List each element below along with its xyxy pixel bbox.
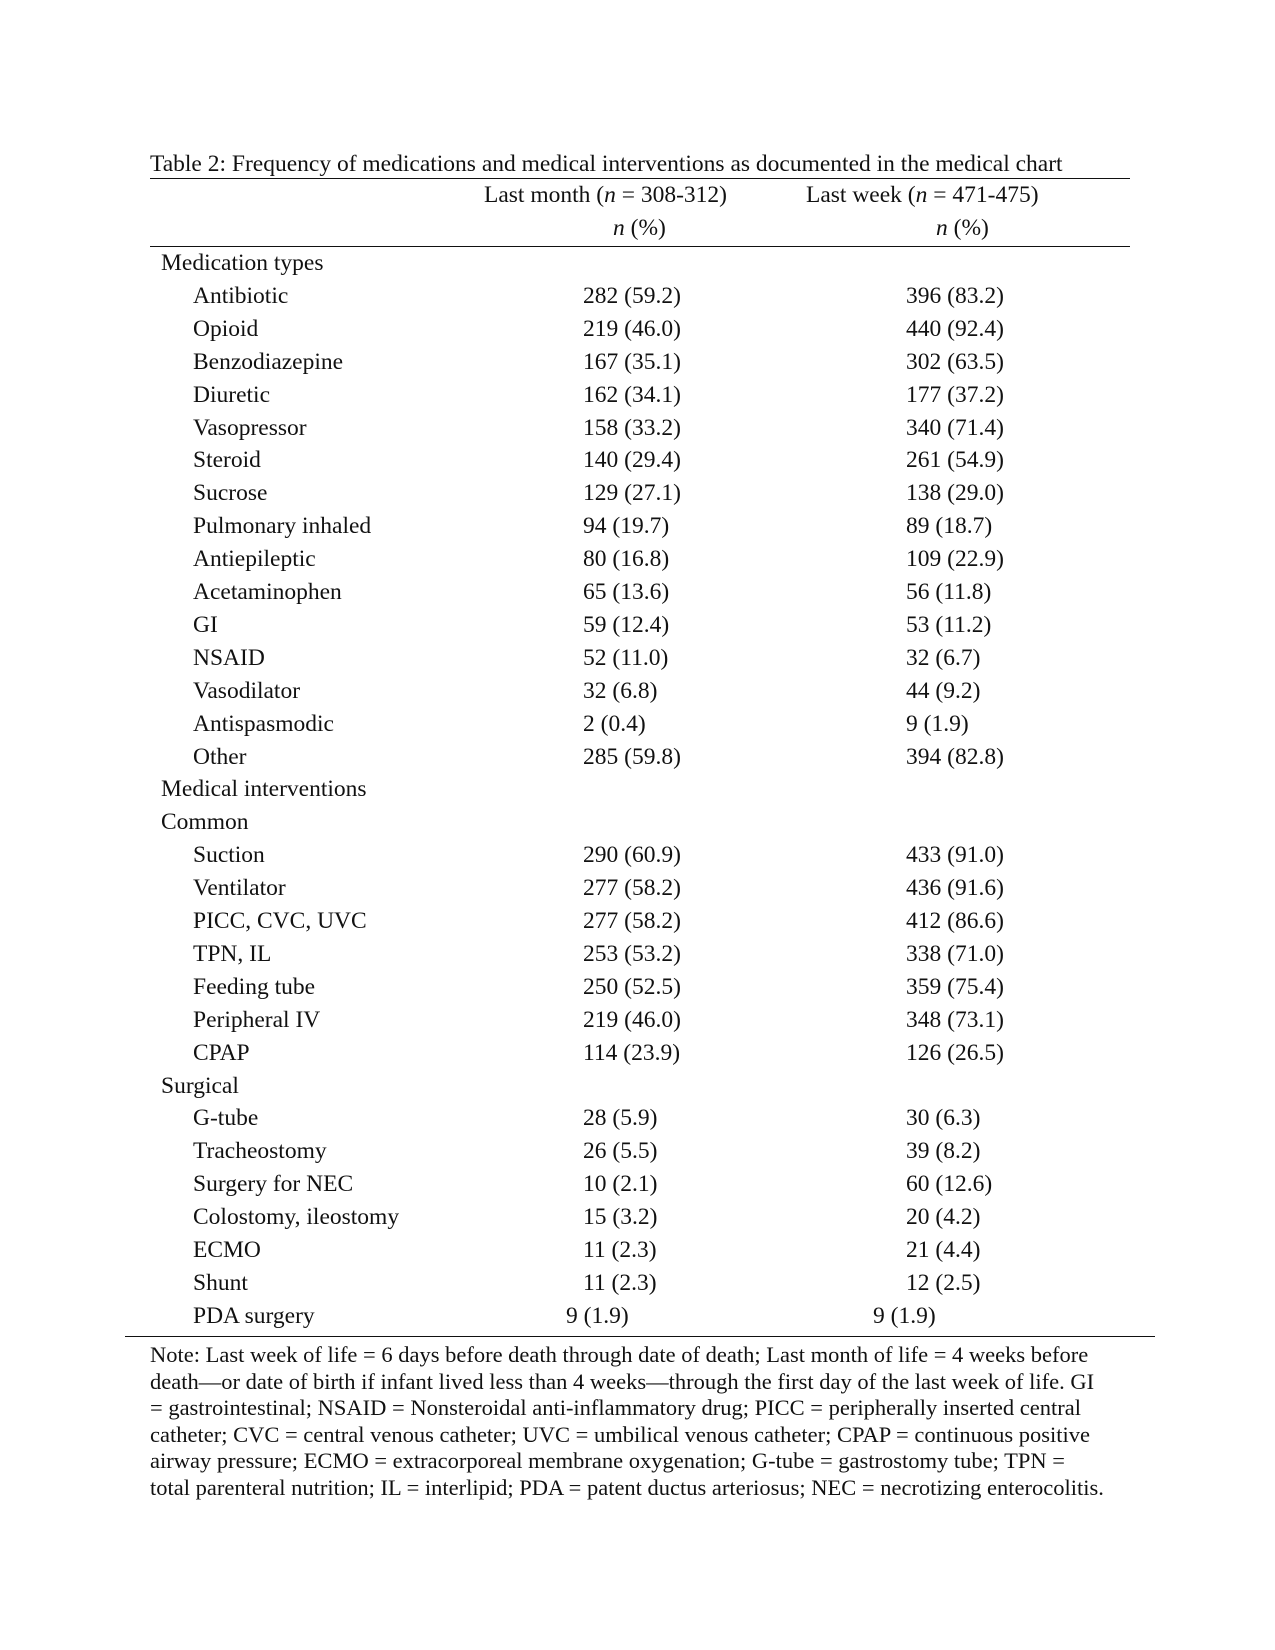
- row-label: G-tube: [193, 1105, 259, 1132]
- table-row: [0, 477, 1275, 510]
- last-month-value: 2 (0.4): [583, 710, 646, 737]
- last-week-value: 126 (26.5): [906, 1039, 1004, 1066]
- last-week-value: 32 (6.7): [906, 644, 981, 671]
- last-month-value: 253 (53.2): [583, 940, 681, 967]
- last-month-value: 167 (35.1): [583, 348, 681, 375]
- section-header-row: [0, 773, 1275, 806]
- row-label: CPAP: [193, 1039, 250, 1066]
- row-label: PDA surgery: [193, 1302, 315, 1329]
- last-week-value: 338 (71.0): [906, 940, 1004, 967]
- last-week-value: 261 (54.9): [906, 447, 1004, 474]
- table-row: [0, 1234, 1275, 1267]
- row-label: Vasodilator: [193, 677, 301, 704]
- last-week-value: 44 (9.2): [906, 677, 981, 704]
- row-label: Benzodiazepine: [193, 348, 344, 375]
- last-week-value: 359 (75.4): [906, 973, 1004, 1000]
- table-row: [0, 1037, 1275, 1070]
- row-label: Antibiotic: [193, 282, 289, 309]
- last-month-value: 129 (27.1): [583, 480, 681, 507]
- row-label: NSAID: [193, 644, 265, 671]
- row-label: Shunt: [193, 1269, 248, 1296]
- last-week-value: 302 (63.5): [906, 348, 1004, 375]
- row-label: Suction: [193, 842, 265, 869]
- table-row: [0, 543, 1275, 576]
- column-header-last-month: Last month (n = 308-312): [484, 182, 727, 208]
- table-row: [0, 675, 1275, 708]
- note-line: total parenteral nutrition; IL = interlipid; PDA = patent ductus arteriosus; NEC = necrotizing enterocolitis.: [150, 1474, 1104, 1500]
- table-row: [0, 346, 1275, 379]
- last-week-value: 60 (12.6): [906, 1171, 993, 1198]
- last-month-value: 140 (29.4): [583, 447, 681, 474]
- table-row: [0, 1201, 1275, 1234]
- last-month-value: 282 (59.2): [583, 282, 681, 309]
- last-week-value: 53 (11.2): [906, 611, 992, 638]
- last-week-value: 39 (8.2): [906, 1138, 981, 1165]
- last-week-value: 12 (2.5): [906, 1269, 981, 1296]
- section-label: Common: [161, 809, 249, 836]
- last-week-value: 30 (6.3): [906, 1105, 981, 1132]
- last-week-value: 340 (71.4): [906, 414, 1004, 441]
- section-header-row: [0, 1070, 1275, 1103]
- note-line: death—or date of birth if infant lived less than 4 weeks—through the first day of the last week of life. GI: [150, 1368, 1095, 1394]
- last-month-value: 15 (3.2): [583, 1204, 658, 1231]
- table-row: [0, 412, 1275, 445]
- last-week-value: 412 (86.6): [906, 908, 1004, 934]
- last-week-value: 89 (18.7): [906, 513, 993, 540]
- last-month-value: 52 (11.0): [583, 644, 669, 671]
- last-month-value: 10 (2.1): [583, 1171, 658, 1198]
- table-row: [0, 741, 1275, 774]
- table-row: [0, 905, 1275, 938]
- last-week-value: 20 (4.2): [906, 1204, 981, 1231]
- table-row: [0, 609, 1275, 642]
- table-row: [0, 1135, 1275, 1168]
- row-label: Tracheostomy: [193, 1138, 327, 1165]
- last-month-value: 219 (46.0): [583, 315, 681, 342]
- row-label: Antispasmodic: [193, 710, 334, 737]
- last-month-value: 94 (19.7): [583, 513, 670, 540]
- column-subheader-last-month: n (%): [613, 215, 666, 241]
- table-row: [0, 708, 1275, 741]
- last-month-value: 9 (1.9): [566, 1302, 629, 1329]
- table-row: [0, 1102, 1275, 1135]
- row-label: Opioid: [193, 315, 259, 342]
- last-month-value: 32 (6.8): [583, 677, 658, 704]
- section-label: Medication types: [161, 250, 324, 276]
- section-label: Surgical: [161, 1072, 239, 1099]
- row-label: Other: [193, 743, 247, 770]
- row-label: Diuretic: [193, 381, 270, 408]
- table-note: [150, 1342, 1135, 1501]
- row-label: Surgery for NEC: [193, 1171, 354, 1198]
- table-row: [0, 938, 1275, 971]
- last-week-value: 396 (83.2): [906, 282, 1004, 309]
- table-row: [0, 510, 1275, 543]
- row-label: Peripheral IV: [193, 1006, 321, 1033]
- last-week-value: 440 (92.4): [906, 315, 1004, 342]
- column-subheader-last-week: n (%): [936, 215, 989, 241]
- caption-underline: [150, 178, 1130, 179]
- table-row: [0, 642, 1275, 675]
- last-week-value: 433 (91.0): [906, 842, 1004, 869]
- table-row: [0, 313, 1275, 346]
- last-week-value: 436 (91.6): [906, 875, 1004, 902]
- last-month-value: 250 (52.5): [583, 973, 681, 1000]
- table-row: [0, 280, 1275, 313]
- last-month-value: 285 (59.8): [583, 743, 681, 770]
- row-label: ECMO: [193, 1237, 261, 1263]
- last-week-value: 109 (22.9): [906, 546, 1004, 573]
- row-label: Feeding tube: [193, 973, 316, 1000]
- table-caption: Table 2: Frequency of medications and medical interventions as documented in the medical chart: [150, 151, 1063, 177]
- note-line: = gastrointestinal; NSAID = Nonsteroidal anti-inflammatory drug; PICC = peripherally inserted central: [150, 1395, 1081, 1420]
- last-month-value: 277 (58.2): [583, 875, 681, 902]
- row-label: Ventilator: [193, 875, 286, 902]
- last-month-value: 11 (2.3): [583, 1237, 657, 1263]
- last-week-value: 9 (1.9): [873, 1302, 936, 1329]
- table-row: [0, 872, 1275, 905]
- table-row: [0, 444, 1275, 477]
- table-row: [0, 1168, 1275, 1201]
- row-label: PICC, CVC, UVC: [193, 908, 367, 934]
- last-week-value: 9 (1.9): [906, 710, 969, 737]
- last-week-value: 348 (73.1): [906, 1006, 1004, 1033]
- last-month-value: 80 (16.8): [583, 546, 670, 573]
- note-line: Note: Last week of life = 6 days before death through date of death; Last month of life = 4 weeks before: [150, 1342, 1089, 1367]
- last-week-value: 138 (29.0): [906, 480, 1004, 507]
- table-row: [0, 971, 1275, 1004]
- note-line: catheter; CVC = central venous catheter; UVC = umbilical venous catheter; CPAP = continuous positive: [150, 1421, 1090, 1447]
- note-line: airway pressure; ECMO = extracorporeal membrane oxygenation; G-tube = gastrostomy tube; TPN =: [150, 1448, 1065, 1473]
- last-month-value: 290 (60.9): [583, 842, 681, 869]
- last-month-value: 158 (33.2): [583, 414, 681, 441]
- table-row: [0, 576, 1275, 609]
- column-header-last-week: Last week (n = 471-475): [806, 182, 1039, 208]
- row-label: Steroid: [193, 447, 261, 474]
- last-week-value: 394 (82.8): [906, 743, 1004, 770]
- row-label: Sucrose: [193, 480, 268, 507]
- table-bottom-rule: [125, 1336, 1155, 1337]
- table-row: [0, 379, 1275, 412]
- row-label: Colostomy, ileostomy: [193, 1204, 400, 1231]
- last-week-value: 21 (4.4): [906, 1237, 981, 1263]
- last-month-value: 26 (5.5): [583, 1138, 658, 1165]
- last-week-value: 56 (11.8): [906, 579, 992, 605]
- last-month-value: 219 (46.0): [583, 1006, 681, 1033]
- last-month-value: 162 (34.1): [583, 381, 681, 408]
- last-month-value: 28 (5.9): [583, 1105, 658, 1132]
- last-week-value: 177 (37.2): [906, 381, 1004, 408]
- last-month-value: 277 (58.2): [583, 908, 681, 934]
- last-month-value: 114 (23.9): [583, 1039, 681, 1066]
- row-label: Acetaminophen: [193, 579, 342, 605]
- row-label: GI: [193, 611, 218, 638]
- row-label: Pulmonary inhaled: [193, 513, 372, 540]
- last-month-value: 59 (12.4): [583, 611, 670, 638]
- last-month-value: 11 (2.3): [583, 1269, 657, 1296]
- table-row: [0, 839, 1275, 872]
- section-header-row: [0, 247, 1275, 280]
- row-label: Antiepileptic: [193, 546, 316, 573]
- table-row: [0, 1004, 1275, 1037]
- table-row: [0, 1267, 1275, 1300]
- row-label: Vasopressor: [193, 414, 307, 441]
- last-month-value: 65 (13.6): [583, 579, 670, 605]
- section-label: Medical interventions: [161, 776, 367, 803]
- section-header-row: [0, 806, 1275, 839]
- row-label: TPN, IL: [193, 940, 272, 967]
- table-row: [0, 1300, 1275, 1333]
